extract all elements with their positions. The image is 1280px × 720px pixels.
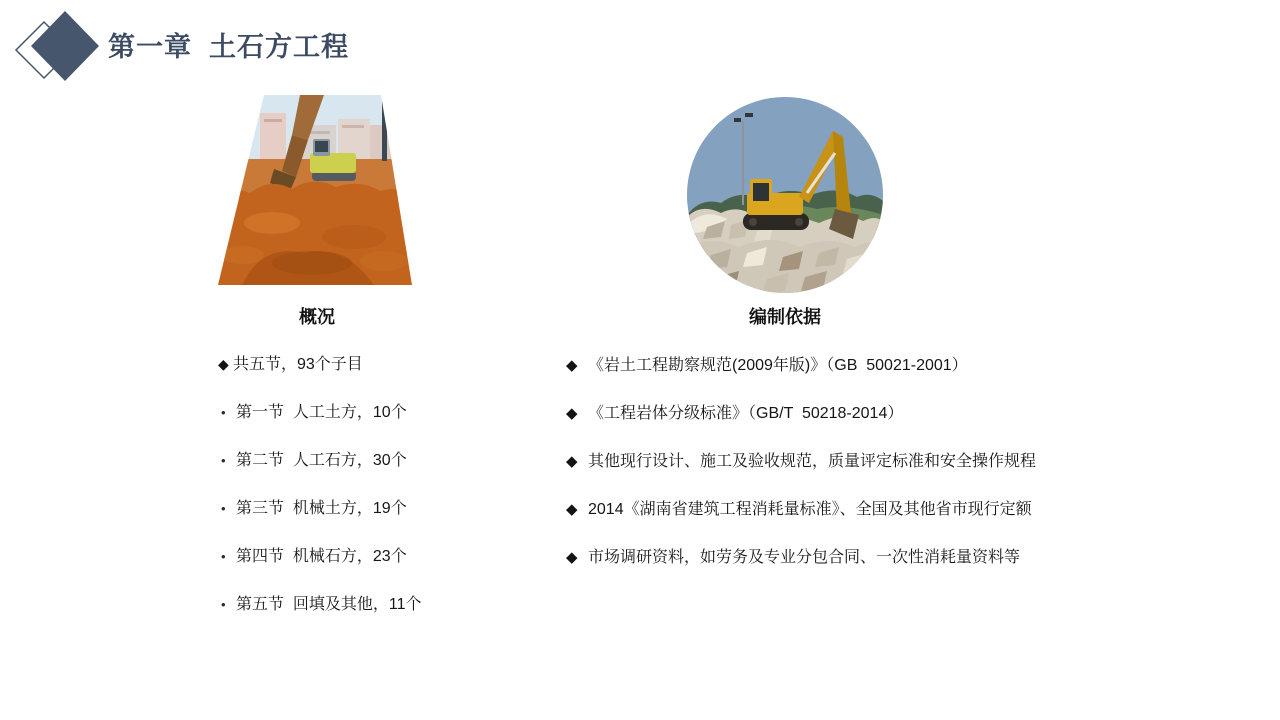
rock-excavation-photo [687,97,883,293]
diamond-bullet-icon: ◆ [566,453,578,470]
list-item-text: 其他现行设计、施工及验收规范，质量评定标准和安全操作规程 [588,453,1037,470]
overview-list [218,355,548,643]
list-item [566,356,1186,375]
list-item-text: 第四节 机械石方，23个 [236,548,407,565]
list-item [566,404,1186,423]
list-item [218,595,548,614]
list-item [218,355,548,374]
diamond-bullet-icon: ◆ [566,357,578,374]
list-item-text: 共五节，93个子目 [233,356,363,373]
dot-bullet-icon: • [221,405,226,420]
dot-bullet-icon: • [221,453,226,468]
basis-list [566,356,1186,596]
list-item [218,451,548,470]
dot-bullet-icon: • [221,597,226,612]
list-item [218,547,548,566]
page-title: 第一章 土石方工程 [108,32,350,62]
list-item-text: 市场调研资料，如劳务及专业分包合同、一次性消耗量资料等 [588,549,1021,566]
list-item-text: 《岩土工程勘察规范(2009年版)》（GB 50021-2001） [588,357,968,374]
overview-heading: 概况 [299,307,335,327]
list-item [218,403,548,422]
list-item [566,548,1186,567]
dot-bullet-icon: • [221,501,226,516]
diamond-bullet-icon: ◆ [566,549,578,566]
diamond-bullet-icon: ◆ [566,501,578,518]
diamond-bullet-icon: ◆ [218,356,229,372]
diamond-bullet-icon: ◆ [566,405,578,422]
list-item [218,499,548,518]
list-item-text: 《工程岩体分级标准》（GB/T 50218-2014） [588,405,904,422]
earthwork-construction-photo [212,95,412,285]
list-item-text: 第三节 机械土方，19个 [236,500,407,517]
list-item-text: 第一节 人工土方，10个 [236,404,407,421]
list-item-text: 第五节 回填及其他，11个 [236,596,422,613]
list-item [566,500,1186,519]
list-item-text: 第二节 人工石方，30个 [236,452,407,469]
basis-heading: 编制依据 [749,307,821,327]
diamond-logo-icon [4,2,108,96]
list-item-text: 2014《湖南省建筑工程消耗量标准》、全国及其他省市现行定额 [588,501,1032,518]
dot-bullet-icon: • [221,549,226,564]
list-item [566,452,1186,471]
